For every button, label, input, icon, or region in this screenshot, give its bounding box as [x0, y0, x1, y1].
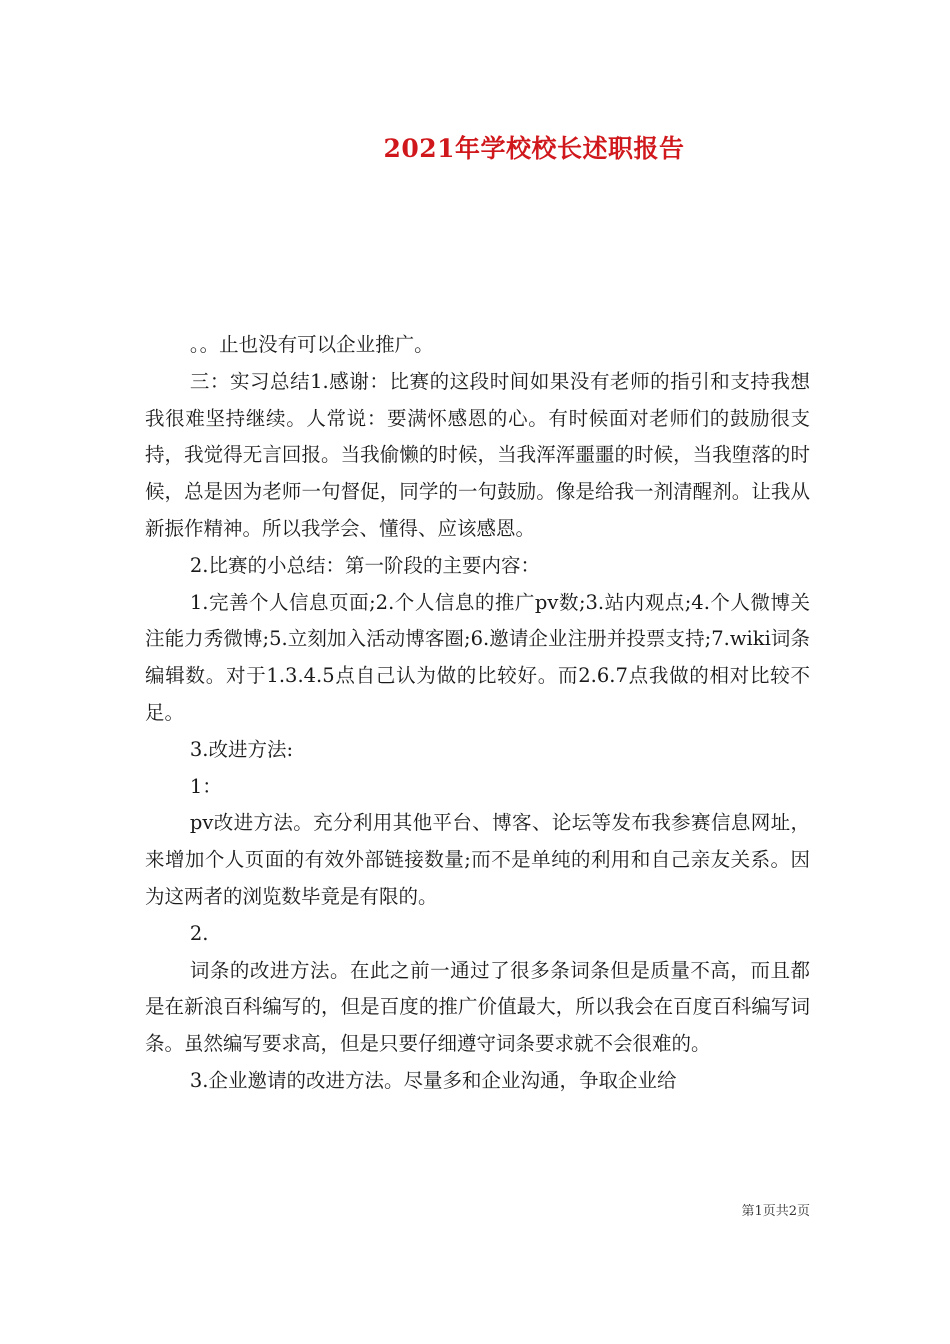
paragraph-enterprise-improvement: 3.企业邀请的改进方法。尽量多和企业沟通，争取企业给: [189, 1068, 677, 1092]
paragraph-stage-one-items: 1.完善个人信息页面;2.个人信息的推广pv数;3.站内观点;4.个人微博关注能力秀微博;5.立刻加入活动博客圈;6.邀请企业注册并投票支持;7.wiki词条编辑数。对于1.3.4.5点自己认为做的比较好。而2.6.7点我做的相对比较不足。: [145, 590, 810, 724]
paragraph-contest-summary: 2.比赛的小总结：第一阶段的主要内容：: [189, 553, 540, 577]
page-number: 第1页共2页: [741, 1204, 810, 1219]
paragraph-entry-improvement: 词条的改进方法。在此之前一通过了很多条词条但是质量不高，而且都是在新浪百科编写的，但是百度的推广价值最大，所以我会在百度百科编写词条。虽然编写要求高，但是只要仔细遵守词条要求就不会很难的。: [145, 958, 810, 1056]
document-body: [145, 327, 810, 1100]
document-title: 2021年学校校长述职报告: [383, 134, 685, 163]
paragraph-summary-thanks: 三：实习总结1.感谢：比赛的这段时间如果没有老师的指引和支持我想我很难坚持继续。人常说：要满怀感恩的心。有时候面对老师们的鼓励很支持，我觉得无言回报。当我偷懒的时候，当我浑浑噩噩的时候，当我堕落的时候，总是因为老师一句督促，同学的一句鼓励。像是给我一剂清醒剂。让我从新振作精神。所以我学会、懂得、应该感恩。: [145, 369, 810, 540]
paragraph-improvement-heading: 3.改进方法:: [189, 737, 294, 761]
paragraph-item-2-label: 2.: [189, 921, 209, 945]
paragraph-pv-improvement: pv改进方法。充分利用其他平台、博客、论坛等发布我参赛信息网址，来增加个人页面的有效外部链接数量;而不是单纯的利用和自己亲友关系。因为这两者的浏览数毕竟是有限的。: [145, 811, 810, 908]
paragraph-intro: 。。止也没有可以企业推广。: [189, 333, 434, 356]
paragraph-item-1-label: 1：: [189, 774, 222, 798]
